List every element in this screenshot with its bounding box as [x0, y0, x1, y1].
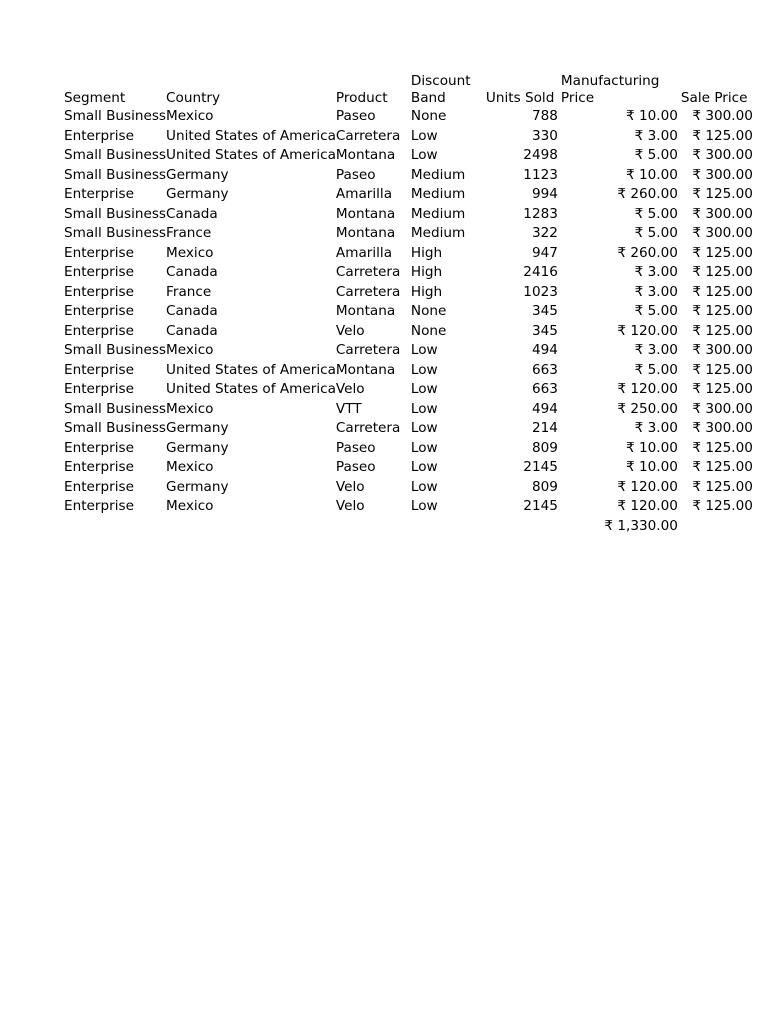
cell-product[interactable]: Paseo	[335, 439, 376, 456]
cell-segment[interactable]: Enterprise	[64, 459, 134, 475]
cell-product[interactable]: Paseo	[335, 166, 376, 183]
cell-discount-band[interactable]: Low	[410, 478, 438, 495]
cell-segment[interactable]: Enterprise	[64, 264, 134, 280]
cell-discount-band[interactable]: Low	[410, 147, 438, 163]
cell-discount-band[interactable]: High	[410, 244, 443, 261]
cell-manufacturing-price[interactable]: ₹ 3.00	[634, 264, 678, 280]
header-discount-band[interactable]: Discount Band	[410, 73, 471, 106]
cell-units-sold[interactable]: 322	[531, 225, 558, 241]
cell-country[interactable]: Mexico	[166, 498, 214, 514]
cell-product[interactable]: Amarilla	[335, 244, 393, 261]
cell-manufacturing-price[interactable]: ₹ 120.00	[617, 381, 678, 397]
cell-segment[interactable]: Small Business	[64, 205, 167, 222]
table-row	[64, 302, 756, 322]
cell-sale-price[interactable]: ₹ 300.00	[692, 225, 753, 241]
cell-manufacturing-price[interactable]: ₹ 260.00	[617, 186, 678, 202]
header-manufacturing-price[interactable]: Manufacturing Price	[560, 73, 660, 106]
table-row	[64, 341, 756, 361]
cell-discount-band[interactable]: High	[410, 283, 443, 300]
cell-discount-band[interactable]: Low	[410, 127, 438, 144]
cell-segment[interactable]: Small Business	[64, 147, 167, 163]
cell-product[interactable]: Carretera	[335, 342, 401, 358]
cell-product[interactable]: Amarilla	[335, 186, 393, 202]
cell-sale-price[interactable]: ₹ 125.00	[692, 459, 753, 475]
cell-country[interactable]: Canada	[166, 303, 218, 319]
cell-discount-band[interactable]: Medium	[410, 225, 466, 241]
cell-country[interactable]: Germany	[166, 166, 229, 183]
cell-units-sold[interactable]: 663	[531, 381, 558, 397]
table-row	[64, 361, 756, 381]
cell-segment[interactable]: Enterprise	[64, 439, 134, 456]
cell-product[interactable]: Montana	[335, 303, 396, 319]
totals-row	[64, 517, 756, 537]
cell-manufacturing-price[interactable]: ₹ 3.00	[634, 283, 678, 300]
cell-segment[interactable]: Enterprise	[64, 283, 134, 300]
empty-cell[interactable]	[486, 517, 561, 537]
cell-units-sold[interactable]: 2498	[523, 147, 558, 163]
cell-units-sold[interactable]: 994	[531, 186, 558, 202]
cell-segment[interactable]: Small Business	[64, 108, 167, 124]
sales-table	[64, 71, 756, 536]
cell-manufacturing-price[interactable]: ₹ 5.00	[634, 303, 678, 319]
table-row	[64, 263, 756, 283]
cell-sale-price[interactable]: ₹ 125.00	[692, 303, 753, 319]
cell-sale-price[interactable]: ₹ 125.00	[692, 478, 753, 495]
cell-product[interactable]: Velo	[335, 478, 365, 495]
empty-cell[interactable]	[166, 517, 336, 537]
cell-country[interactable]: France	[166, 283, 212, 300]
cell-discount-band[interactable]: None	[410, 322, 447, 339]
cell-discount-band[interactable]: High	[410, 264, 443, 280]
cell-segment[interactable]: Enterprise	[64, 303, 134, 319]
cell-product[interactable]: Velo	[335, 322, 365, 339]
cell-country[interactable]: Canada	[166, 264, 218, 280]
empty-cell[interactable]	[64, 517, 166, 537]
cell-segment[interactable]: Small Business	[64, 342, 167, 358]
cell-manufacturing-price[interactable]: ₹ 10.00	[626, 439, 678, 456]
cell-product[interactable]: Paseo	[335, 108, 376, 124]
cell-sale-price[interactable]: ₹ 125.00	[692, 361, 753, 378]
table-row	[64, 497, 756, 517]
cell-country[interactable]: Mexico	[166, 400, 214, 417]
total-manufacturing-price[interactable]: ₹ 1,330.00	[604, 517, 678, 534]
cell-sale-price[interactable]: ₹ 300.00	[692, 400, 753, 417]
cell-sale-price[interactable]: ₹ 125.00	[692, 439, 753, 456]
cell-product[interactable]: Carretera	[335, 127, 401, 144]
cell-sale-price[interactable]: ₹ 300.00	[692, 108, 753, 124]
table-row	[64, 478, 756, 498]
cell-units-sold[interactable]: 809	[531, 478, 558, 495]
cell-units-sold[interactable]: 2145	[523, 459, 558, 475]
cell-product[interactable]: Carretera	[335, 264, 401, 280]
cell-segment[interactable]: Enterprise	[64, 361, 134, 378]
cell-product[interactable]: Velo	[335, 498, 365, 514]
empty-cell[interactable]	[681, 517, 756, 537]
cell-units-sold[interactable]: 663	[531, 361, 558, 378]
cell-segment[interactable]: Enterprise	[64, 478, 134, 495]
cell-product[interactable]: Montana	[335, 147, 396, 163]
cell-discount-band[interactable]: Low	[410, 420, 438, 436]
cell-sale-price[interactable]: ₹ 125.00	[692, 244, 753, 261]
cell-product[interactable]: Carretera	[335, 420, 401, 436]
table-row	[64, 205, 756, 225]
cell-discount-band[interactable]: None	[410, 108, 447, 124]
cell-discount-band[interactable]: Low	[410, 361, 438, 378]
cell-country[interactable]: Mexico	[166, 108, 214, 124]
table-row	[64, 400, 756, 420]
cell-segment[interactable]: Enterprise	[64, 127, 134, 144]
cell-discount-band[interactable]: Medium	[410, 205, 466, 222]
cell-discount-band[interactable]: Low	[410, 498, 438, 514]
cell-units-sold[interactable]: 788	[531, 108, 558, 124]
table-row	[64, 439, 756, 459]
cell-manufacturing-price[interactable]: ₹ 120.00	[617, 498, 678, 514]
cell-segment[interactable]: Enterprise	[64, 186, 134, 202]
cell-units-sold[interactable]: 345	[531, 322, 558, 339]
cell-segment[interactable]: Small Business	[64, 420, 167, 436]
cell-manufacturing-price[interactable]: ₹ 120.00	[617, 478, 678, 495]
cell-discount-band[interactable]: Low	[410, 342, 438, 358]
cell-product[interactable]: Carretera	[335, 283, 401, 300]
cell-discount-band[interactable]: None	[410, 303, 447, 319]
table-row	[64, 322, 756, 342]
cell-segment[interactable]: Enterprise	[64, 322, 134, 339]
cell-product[interactable]: Velo	[335, 381, 365, 397]
cell-segment[interactable]: Enterprise	[64, 498, 134, 514]
cell-country[interactable]: Mexico	[166, 342, 214, 358]
table-row	[64, 380, 756, 400]
cell-manufacturing-price[interactable]: ₹ 120.00	[617, 322, 678, 339]
cell-segment[interactable]: Small Business	[64, 225, 167, 241]
cell-segment[interactable]: Enterprise	[64, 244, 134, 261]
cell-country[interactable]: France	[166, 225, 212, 241]
table-row	[64, 185, 756, 205]
cell-segment[interactable]: Enterprise	[64, 381, 134, 397]
cell-units-sold[interactable]: 494	[531, 400, 558, 417]
cell-units-sold[interactable]: 809	[531, 439, 558, 456]
cell-sale-price[interactable]: ₹ 125.00	[692, 186, 753, 202]
cell-sale-price[interactable]: ₹ 300.00	[692, 205, 753, 222]
table-row	[64, 244, 756, 264]
cell-manufacturing-price[interactable]: ₹ 3.00	[634, 342, 678, 358]
header-segment[interactable]: Segment	[64, 90, 126, 106]
cell-manufacturing-price[interactable]: ₹ 10.00	[626, 166, 678, 183]
cell-manufacturing-price[interactable]: ₹ 3.00	[634, 127, 678, 144]
table-row	[64, 419, 756, 439]
empty-cell[interactable]	[336, 517, 411, 537]
cell-discount-band[interactable]: Low	[410, 439, 438, 456]
cell-sale-price[interactable]: ₹ 125.00	[692, 322, 753, 339]
cell-sale-price[interactable]: ₹ 125.00	[692, 498, 753, 514]
cell-manufacturing-price[interactable]: ₹ 5.00	[634, 147, 678, 163]
cell-discount-band[interactable]: Medium	[410, 186, 466, 202]
cell-sale-price[interactable]: ₹ 300.00	[692, 342, 753, 358]
cell-country[interactable]: United States of America	[166, 361, 336, 378]
empty-cell[interactable]	[411, 517, 486, 537]
cell-country[interactable]: Canada	[166, 322, 218, 339]
cell-units-sold[interactable]: 345	[531, 303, 558, 319]
cell-country[interactable]: Germany	[166, 420, 229, 436]
cell-units-sold[interactable]: 330	[531, 127, 558, 144]
cell-sale-price[interactable]: ₹ 300.00	[692, 166, 753, 183]
cell-manufacturing-price[interactable]: ₹ 5.00	[634, 205, 678, 222]
spreadsheet-sheet	[64, 71, 756, 536]
cell-units-sold[interactable]: 494	[531, 342, 558, 358]
cell-country[interactable]: United States of America	[166, 381, 336, 397]
cell-discount-band[interactable]: Low	[410, 459, 438, 475]
cell-units-sold[interactable]: 1023	[523, 283, 558, 300]
table-row	[64, 127, 756, 147]
cell-units-sold[interactable]: 1283	[523, 205, 558, 222]
cell-country[interactable]: United States of America	[166, 127, 336, 144]
cell-manufacturing-price[interactable]: ₹ 3.00	[634, 420, 678, 436]
cell-sale-price[interactable]: ₹ 300.00	[692, 420, 753, 436]
cell-units-sold[interactable]: 2416	[523, 264, 558, 280]
cell-segment[interactable]: Small Business	[64, 400, 167, 417]
table-row	[64, 458, 756, 478]
cell-manufacturing-price[interactable]: ₹ 260.00	[617, 244, 678, 261]
cell-sale-price[interactable]: ₹ 125.00	[692, 127, 753, 144]
cell-country[interactable]: Mexico	[166, 459, 214, 475]
cell-product[interactable]: Montana	[335, 205, 396, 222]
cell-units-sold[interactable]: 1123	[523, 166, 558, 183]
cell-sale-price[interactable]: ₹ 300.00	[692, 147, 753, 163]
cell-country[interactable]: Mexico	[166, 244, 214, 261]
cell-manufacturing-price[interactable]: ₹ 5.00	[634, 225, 678, 241]
header-sale-price[interactable]: Sale Price	[680, 90, 748, 106]
cell-manufacturing-price[interactable]: ₹ 10.00	[626, 459, 678, 475]
table-row	[64, 283, 756, 303]
table-row	[64, 224, 756, 244]
cell-units-sold[interactable]: 947	[531, 244, 558, 261]
table-row	[64, 166, 756, 186]
cell-discount-band[interactable]: Medium	[410, 166, 466, 183]
cell-segment[interactable]: Small Business	[64, 166, 167, 183]
cell-country[interactable]: Germany	[166, 478, 229, 495]
cell-manufacturing-price[interactable]: ₹ 5.00	[634, 361, 678, 378]
header-product[interactable]: Product	[335, 90, 388, 106]
cell-product[interactable]: Montana	[335, 225, 396, 241]
cell-sale-price[interactable]: ₹ 125.00	[692, 264, 753, 280]
cell-units-sold[interactable]: 2145	[523, 498, 558, 514]
cell-country[interactable]: United States of America	[166, 147, 336, 163]
cell-product[interactable]: Montana	[335, 361, 396, 378]
table-row	[64, 107, 756, 127]
cell-country[interactable]: Canada	[166, 205, 218, 222]
cell-discount-band[interactable]: Low	[410, 381, 438, 397]
table-row	[64, 146, 756, 166]
cell-product[interactable]: VTT	[335, 400, 362, 417]
header-units-sold[interactable]: Units Sold	[485, 90, 555, 106]
cell-manufacturing-price[interactable]: ₹ 10.00	[626, 108, 678, 124]
cell-discount-band[interactable]: Low	[410, 400, 438, 417]
cell-product[interactable]: Paseo	[335, 459, 376, 475]
cell-country[interactable]: Germany	[166, 439, 229, 456]
cell-units-sold[interactable]: 214	[531, 420, 558, 436]
cell-manufacturing-price[interactable]: ₹ 250.00	[617, 400, 678, 417]
cell-sale-price[interactable]: ₹ 125.00	[692, 283, 753, 300]
cell-country[interactable]: Germany	[166, 186, 229, 202]
header-country[interactable]: Country	[166, 90, 221, 106]
header-row	[64, 71, 756, 107]
cell-sale-price[interactable]: ₹ 125.00	[692, 381, 753, 397]
